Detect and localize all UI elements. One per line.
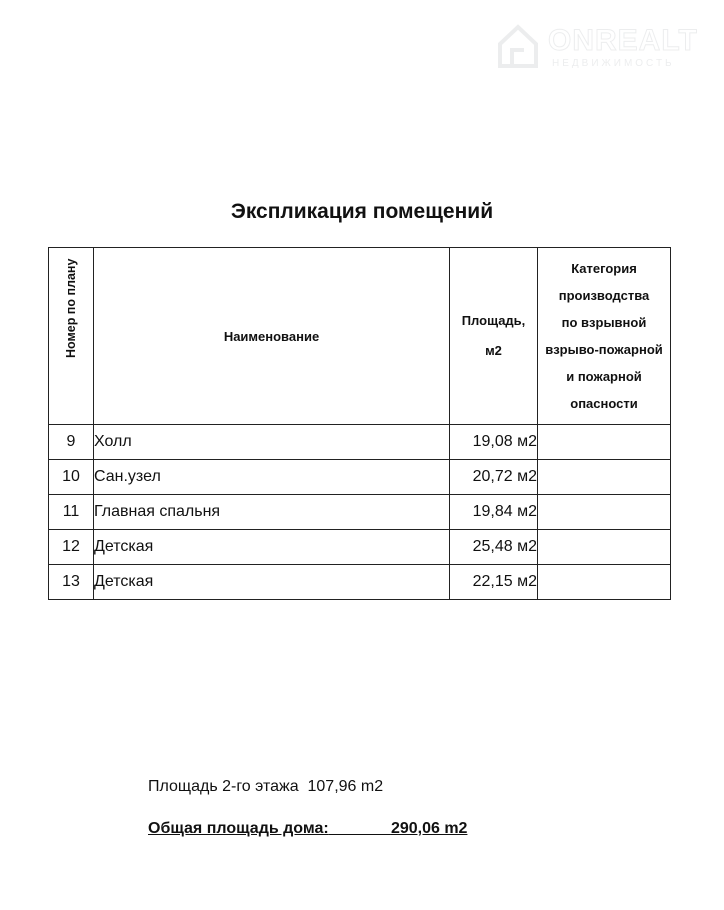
room-area: 19,84 м2 bbox=[450, 495, 538, 530]
header-area-line1: Площадь, bbox=[461, 313, 526, 328]
table-header-row bbox=[49, 248, 671, 425]
total-area-label: Общая площадь дома: bbox=[148, 820, 329, 837]
header-category-line: производства bbox=[558, 288, 650, 303]
table-row bbox=[49, 425, 671, 460]
floor-area-value: 107,96 m2 bbox=[307, 778, 384, 795]
explication-table bbox=[48, 247, 671, 600]
room-number: 11 bbox=[49, 495, 94, 530]
header-category-line: опасности bbox=[570, 396, 638, 411]
house-logo-icon bbox=[496, 22, 540, 70]
header-category-line: и пожарной bbox=[566, 369, 642, 384]
header-category bbox=[538, 248, 671, 425]
room-category bbox=[538, 425, 671, 460]
room-area: 22,15 м2 bbox=[450, 565, 538, 600]
room-category bbox=[538, 460, 671, 495]
header-category-line: Категория bbox=[571, 261, 637, 276]
room-category bbox=[538, 495, 671, 530]
floor-area-summary bbox=[148, 778, 383, 796]
watermark-subtitle: НЕДВИЖИМОСТЬ bbox=[552, 58, 675, 69]
watermark-brand: ONREALT bbox=[548, 24, 698, 57]
room-number: 9 bbox=[49, 425, 94, 460]
room-name: Главная спальня bbox=[94, 495, 450, 530]
floor-area-label: Площадь 2-го этажа bbox=[148, 778, 299, 795]
room-category bbox=[538, 530, 671, 565]
page-title: Экспликация помещений bbox=[230, 200, 494, 223]
header-area bbox=[450, 248, 538, 425]
room-area: 19,08 м2 bbox=[450, 425, 538, 460]
room-number: 12 bbox=[49, 530, 94, 565]
room-area: 20,72 м2 bbox=[450, 460, 538, 495]
total-area-summary bbox=[148, 820, 467, 838]
room-area: 25,48 м2 bbox=[450, 530, 538, 565]
header-name: Наименование bbox=[94, 248, 450, 425]
header-category-line: по взрывной bbox=[561, 315, 647, 330]
room-name: Холл bbox=[94, 425, 450, 460]
table-row bbox=[49, 565, 671, 600]
header-category-line: взрыво-пожарной bbox=[545, 342, 663, 357]
room-name: Сан.узел bbox=[94, 460, 450, 495]
header-area-line2: м2 bbox=[485, 343, 502, 358]
room-name: Детская bbox=[94, 565, 450, 600]
total-area-value: 290,06 m2 bbox=[390, 820, 468, 837]
header-number: Номер по плану bbox=[49, 248, 94, 425]
room-category bbox=[538, 565, 671, 600]
table-row bbox=[49, 530, 671, 565]
table-row bbox=[49, 460, 671, 495]
room-number: 13 bbox=[49, 565, 94, 600]
table-row bbox=[49, 495, 671, 530]
room-name: Детская bbox=[94, 530, 450, 565]
room-number: 10 bbox=[49, 460, 94, 495]
watermark bbox=[496, 22, 708, 74]
